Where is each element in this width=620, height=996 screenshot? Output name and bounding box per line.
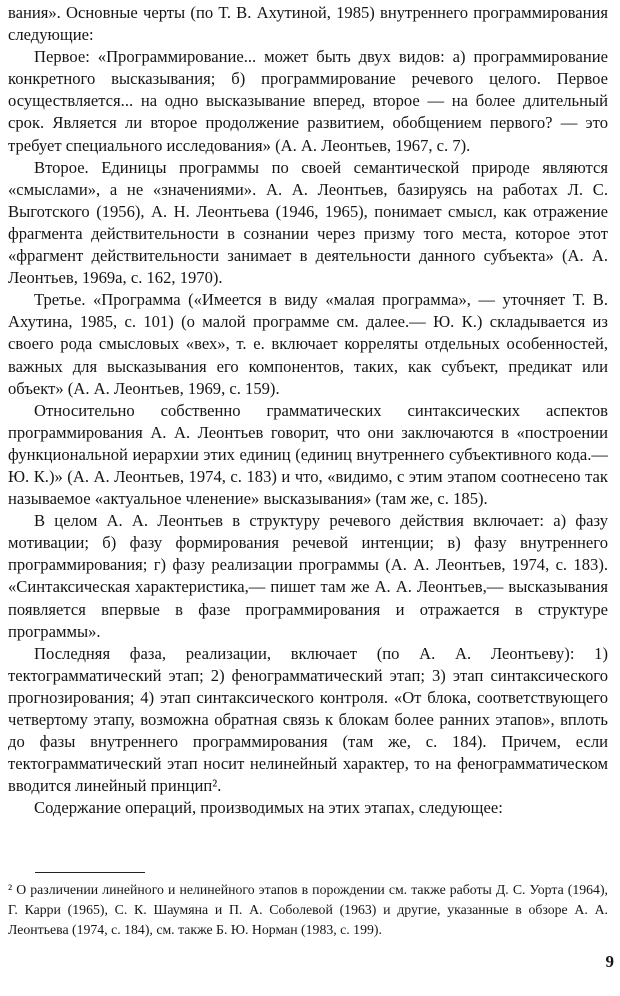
footnote-divider <box>35 872 145 873</box>
main-text <box>8 2 608 819</box>
paragraph-second-feature: Второе. Единицы программы по своей семантической природе являются «смыслами», а не «значениями». А. А. Леонтьев, базируясь на работах Л. С. Выготского (1956), А. Н. Леонтьева (1946, 1965), понимает смысл, как отражение фрагмента действительности в сознании через призму того места, которое этот «фрагмент действительности занимает в деятельности данного субъекта» (А. А. Леонтьев, 1969а, с. 162, 1970). <box>8 157 608 288</box>
footnote: ² О различении линейного и нелинейного этапов в порождении см. также работы Д. С. Уорта (1964), Г. Карри (1965), С. К. Шаумяна и П. А. Соболевой (1963) и другие, указанные в обзоре А. А. Леонтьева (1974, с. 184), см. также Б. Ю. Норман (1983, с. 199). <box>8 882 608 937</box>
paragraph-first-feature: Первое: «Программирование... может быть двух видов: а) программирование конкретного высказывания; б) программирование речевого целого. Первое осуществляется... на одно высказывание вперед, второе — на более длительный срок. Является ли второе продолжение развитием, обобщением первого? — это требует специального исследования» (А. А. Леонтьев, 1967, с. 7). <box>8 47 608 155</box>
paragraph-continued: вания». Основные черты (по Т. В. Ахутиной, 1985) внутреннего программирования следующие: <box>8 3 608 45</box>
paragraph-speech-action-phases: В целом А. А. Леонтьев в структуру речевого действия включает: а) фазу мотивации; б) фазу формирования речевой интенции; в) фазу внутреннего программирования; г) фазу реализации программы (А. А. Леонтьев, 1974, с. 183). «Синтаксическая характеристика,— пишет там же А. А. Леонтьев,— высказывания появляется впервые в фазе программирования и отражается в структуре программы». <box>8 511 608 641</box>
page-number: 9 <box>605 952 614 971</box>
paragraph-operations-intro: Содержание операций, производимых на этих этапах, следующее: <box>34 798 503 818</box>
paragraph-third-feature: Третье. «Программа («Имеется в виду «малая программа», — уточняет Т. В. Ахутина, 1985, с. 101) (о малой программе см. далее.— Ю. К.) складывается из своего рода смысловых «вех», т. е. включает корреляты отдельных особенностей, важных для высказывания его компонентов, таких, как субъект, предикат или объект» (А. А. Леонтьев, 1969, с. 159). <box>8 290 608 398</box>
paragraph-syntactic-aspects: Относительно собственно грамматических синтаксических аспектов программирования А. А. Леонтьев говорит, что они заключаются в «построении функциональной иерархии этих единиц (единиц внутреннего субъективного кода.— Ю. К.)» (А. А. Леонтьев, 1974, с. 183) и что, «видимо, с этим этапом соотнесено так называемое «актуальное членение» высказывания» (там же, с. 185). <box>8 400 608 509</box>
paragraph-realization-phase: Последняя фаза, реализации, включает (по А. А. Леонтьеву): 1) тектограмматический этап; 2) фенограмматический этап; 3) этап синтаксического прогнозирования; 4) этап синтаксического контроля. «От блока, соответствующего четвертому этапу, возможна обратная связь к блокам более ранних этапов», вплоть до фазы внутреннего программирования (там же, с. 184). Причем, если тектограмматический этап носит нелинейный характер, то на фенограмматическом вводится линейный принцип². <box>8 643 608 796</box>
